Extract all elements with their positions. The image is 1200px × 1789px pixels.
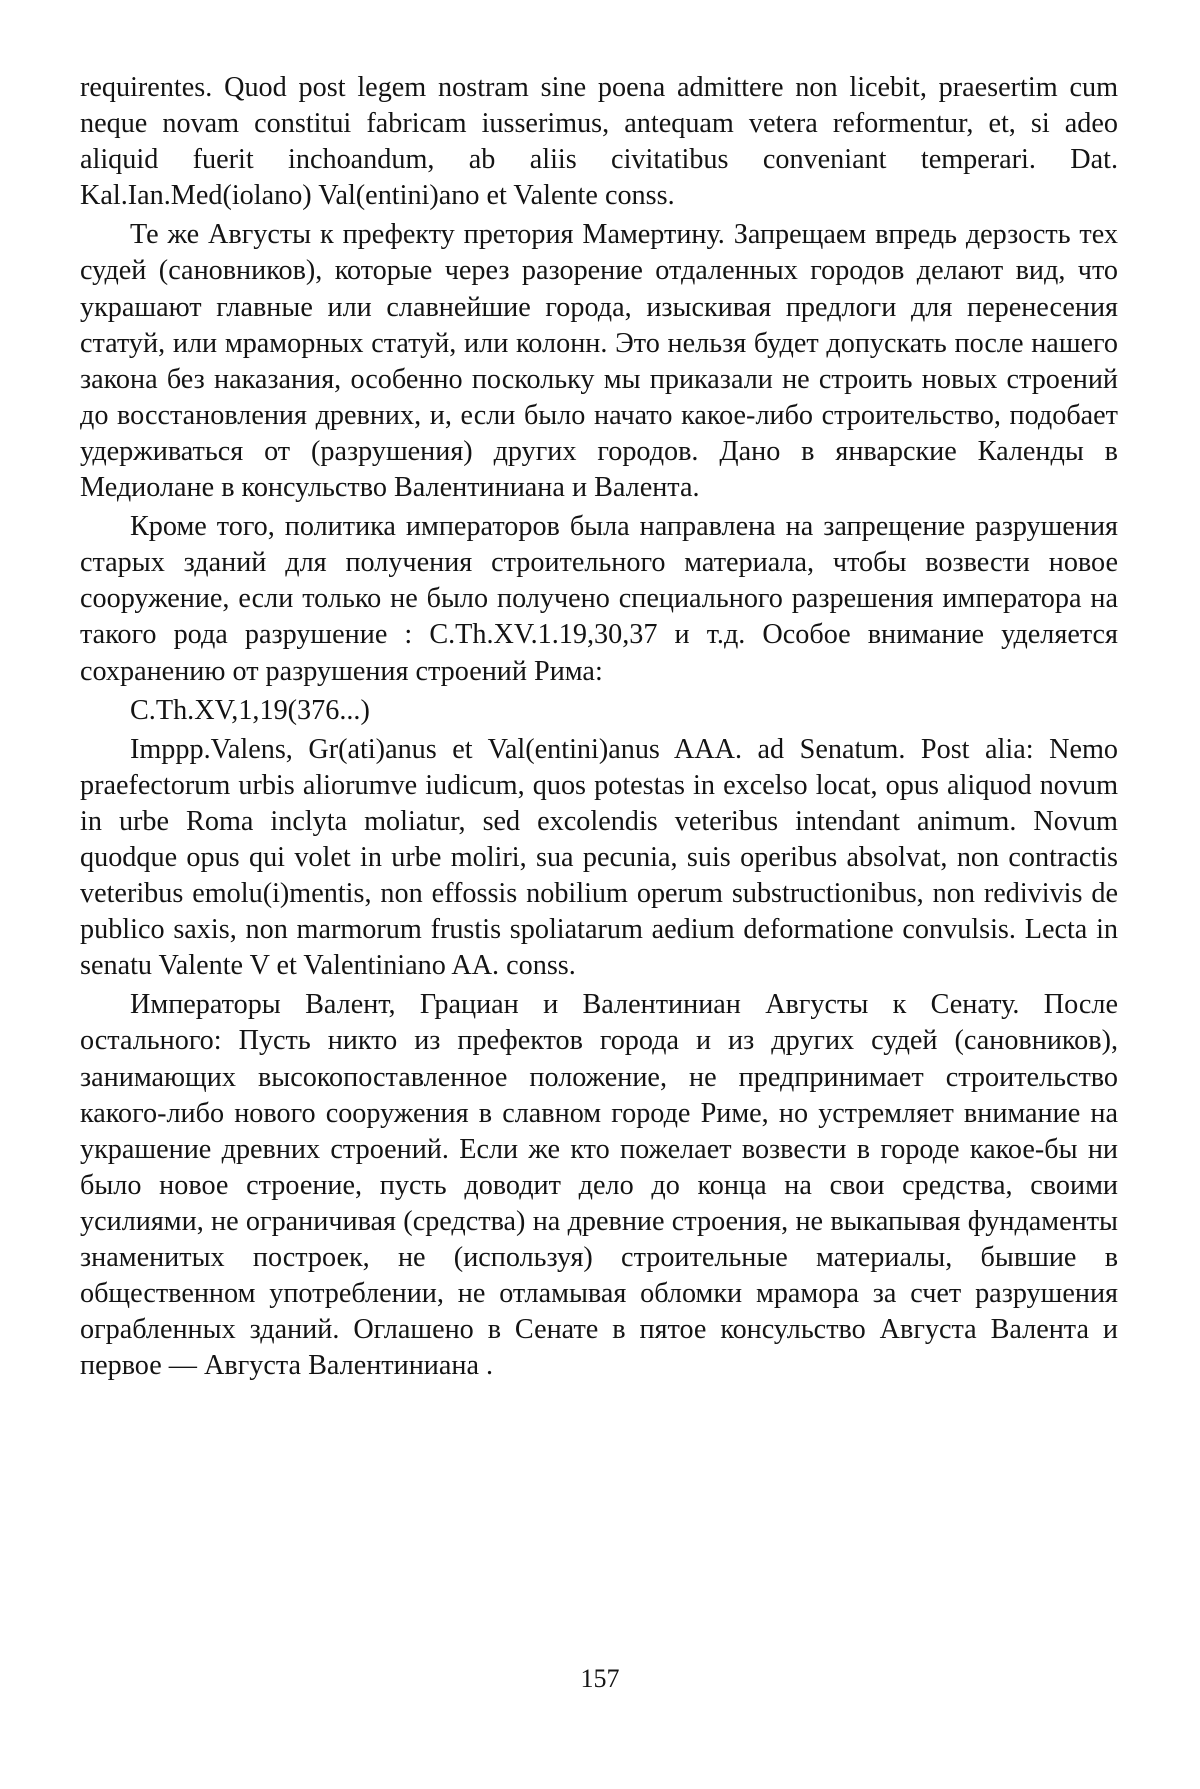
paragraph-commentary: Кроме того, политика императоров была направлена на запрещение разрушения старых зданий для получения строительного материала, чтобы возвести новое сооружение, если только не было получено специального разрешения императора на такого рода разрушение : C.Th.XV.1.19,30,37 и т.д. Особое внимание уделяется сохранению от разрушения строений Рима: bbox=[80, 511, 1118, 687]
paragraph-latin-law-text: Imppp.Valens, Gr(ati)anus et Val(entini)anus AAA. ad Senatum. Post alia: Nemo praefectorum urbis aliorumve iudicum, quos potestas in excelso locat, opus aliquod novum in urbe Roma inclyta moliatur, sed excolendis veteribus intendant animum. Novum quodque opus qui volet in urbe moliri, sua pecunia, suis operibus absolvat, non contractis veteribus emolu(i)mentis, non effossis nobilium operum substructionibus, non redivivis de publico saxis, non marmorum frustis spoliatarum aedium deformatione convulsis. Lecta in senatu Valente V et Valentiniano AA. conss. bbox=[80, 733, 1118, 982]
body-text bbox=[80, 70, 1118, 1384]
paragraph-latin-law-ending: requirentes. Quod post legem nostram sine poena admittere non licebit, praesertim cum neque novam constitui fabricam iusserimus, antequam vetera reformentur, et, si adeo aliquid fuerit inchoandum, ab aliis civitatibus conveniant temperari. Dat. Kal.Ian.Med(iolano) Val(entini)ano et Valente conss. bbox=[80, 72, 1118, 212]
paragraph-russian-translation-2: Императоры Валент, Грациан и Валентиниан Августы к Сенату. После остального: Пусть никто из префектов города и из других судей (сановников), занимающих высокопоставленное положение, не предпринимает строительство какого-либо нового сооружения в славном городе Риме, но устремляет внимание на украшение древних строений. Если же кто пожелает возвести в городе какое-бы ни было новое строение, пусть доводит дело до конца на свои средства, своими усилиями, не ограничивая (средства) на древние строения, не выкапывая фундаменты знаменитых построек, не (используя) строительные материалы, бывшие в общественном употреблении, не отламывая обломки мрамора за счет разрушения ограбленных зданий. Оглашено в Сенате в пятое консульство Августа Валента и первое — Августа Валентиниана . bbox=[80, 989, 1118, 1382]
paragraph-russian-translation-1: Те же Августы к префекту претория Мамертину. Запрещаем впредь дерзость тех судей (сановников), которые через разорение отдаленных городов делают вид, что украшают главные или славнейшие города, изыскивая предлоги для перенесения статуй, или мраморных статуй, или колонн. Это нельзя будет допускать после нашего закона без наказания, особенно поскольку мы приказали не строить новых строений до восстановления древних, и, если было начато какое-либо строительство, подобает удерживаться от (разрушения) других городов. Дано в январские Календы в Медиолане в консульство Валентиниана и Валента. bbox=[80, 219, 1118, 504]
paragraph-citation: C.Th.XV,1,19(376...) bbox=[130, 694, 370, 726]
page-number: 157 bbox=[580, 1664, 620, 1693]
